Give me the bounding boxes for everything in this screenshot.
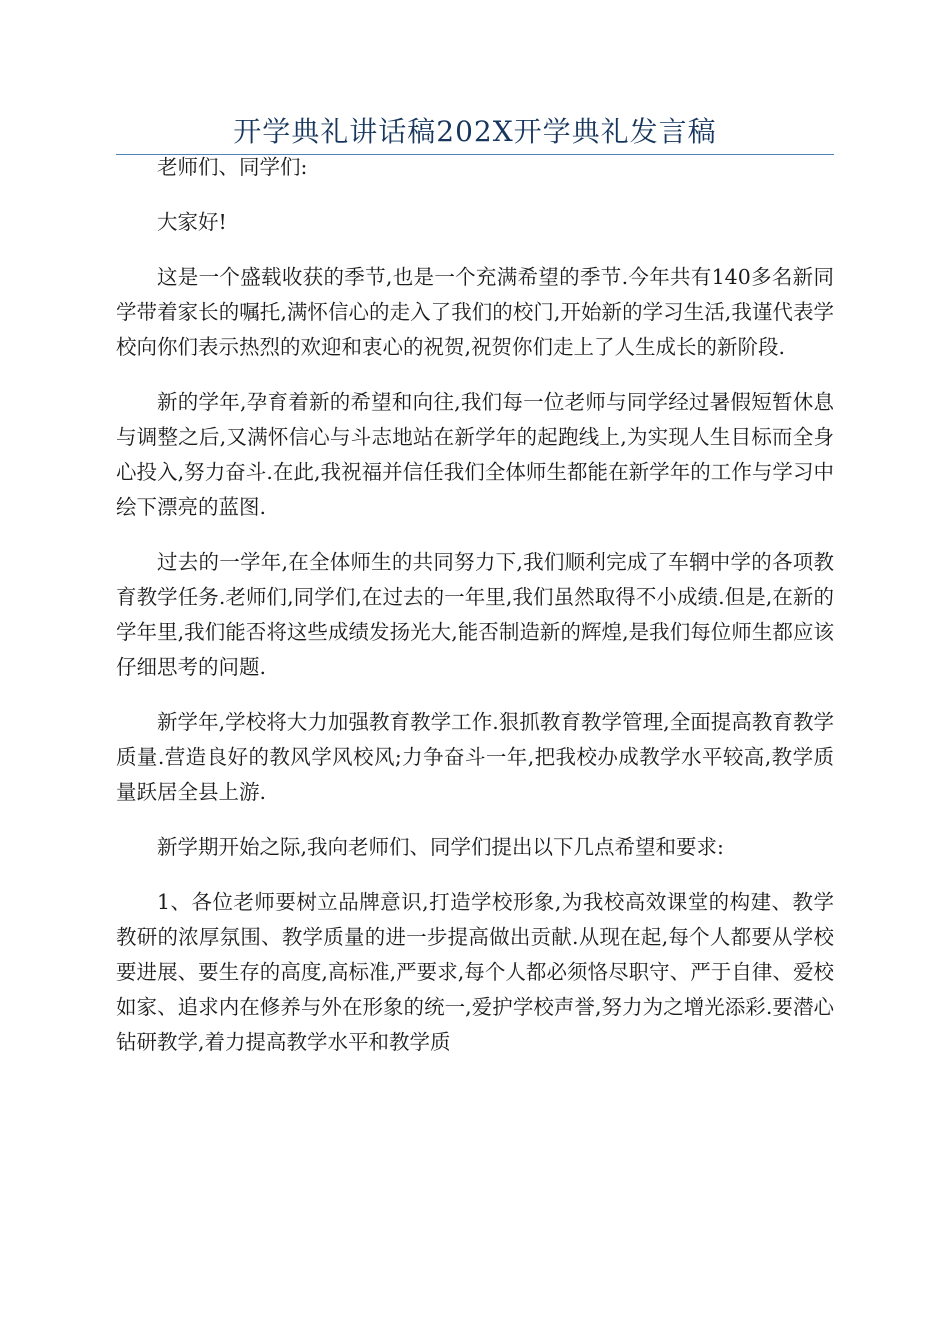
paragraph: 过去的一学年,在全体师生的共同努力下,我们顺利完成了车辋中学的各项教育教学任务.老师们,同学们,在过去的一年里,我们虽然取得不小成绩.但是,在新的学年里,我们能否将这些成绩发扬光大,能否制造新的辉煌,是我们每位师生都应该仔细思考的问题. <box>116 550 834 679</box>
paragraph: 这是一个盛载收获的季节,也是一个充满希望的季节.今年共有140多名新同学带着家长的嘱托,满怀信心的走入了我们的校门,开始新的学习生活,我谨代表学校向你们表示热烈的欢迎和衷心的祝贺,祝贺你们走上了人生成长的新阶段. <box>116 265 834 359</box>
greeting: 大家好! <box>157 210 227 234</box>
document-title: 开学典礼讲话稿202X开学典礼发言稿 <box>233 115 717 148</box>
paragraph: 新学年,学校将大力加强教育教学工作.狠抓教育教学管理,全面提高教育教学质量.营造良好的教风学风校风;力争奋斗一年,把我校办成教学水平较高,教学质量跃居全县上游. <box>116 710 834 804</box>
paragraph: 新学期开始之际,我向老师们、同学们提出以下几点希望和要求: <box>157 835 724 859</box>
salutation: 老师们、同学们: <box>157 155 308 179</box>
paragraph: 1、各位老师要树立品牌意识,打造学校形象,为我校高效课堂的构建、教学教研的浓厚氛围、教学质量的进一步提高做出贡献.从现在起,每个人都要从学校要进展、要生存的高度,高标准,严要求,每个人都必须恪尽职守、严于自律、爱校如家、追求内在修养与外在形象的统一,爱护学校声誉,努力为之增光添彩.要潜心钻研教学,着力提高教学水平和教学质 <box>116 890 834 1054</box>
document-body <box>116 150 834 1080</box>
paragraph: 新的学年,孕育着新的希望和向往,我们每一位老师与同学经过暑假短暂休息与调整之后,又满怀信心与斗志地站在新学年的起跑线上,为实现人生目标而全身心投入,努力奋斗.在此,我祝福并信任我们全体师生都能在新学年的工作与学习中绘下漂亮的蓝图. <box>116 390 834 519</box>
